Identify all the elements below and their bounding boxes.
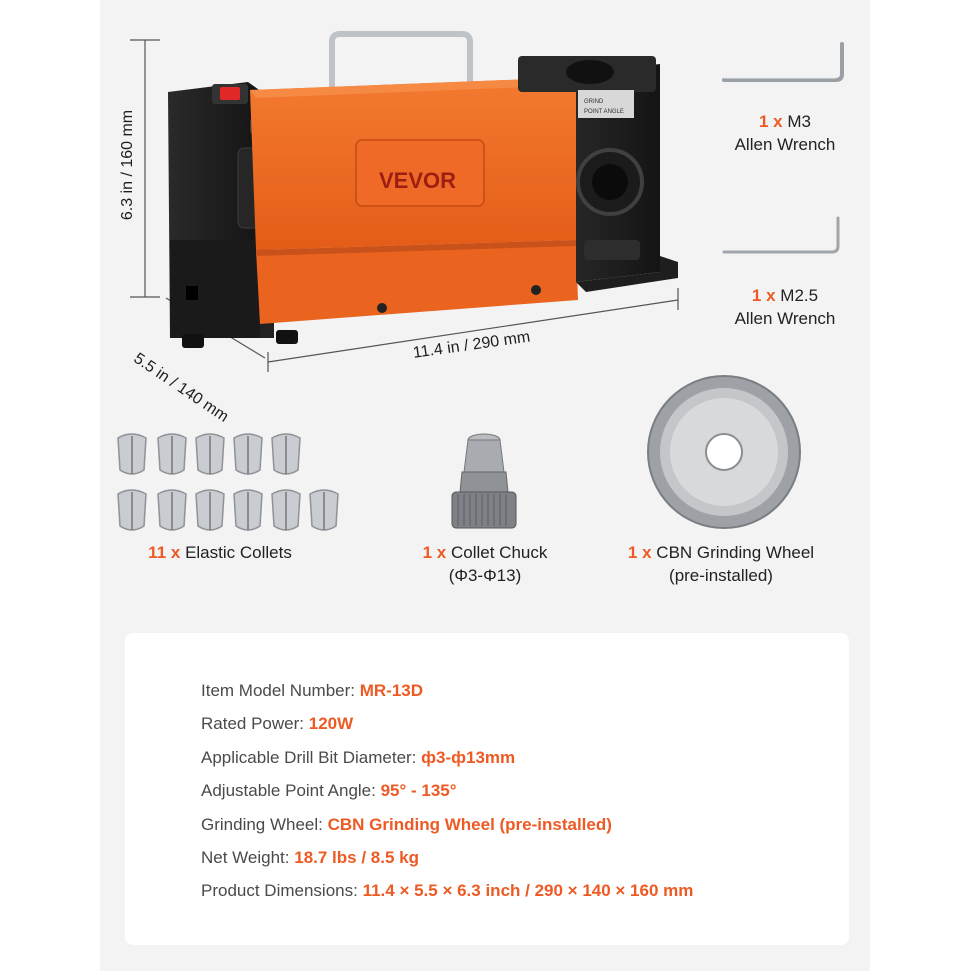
spec-row: Adjustable Point Angle: 95° - 135° [201, 781, 457, 800]
collet-chuck-icon [444, 432, 524, 542]
grinding-wheel-label: 1 x CBN Grinding Wheel (pre-installed) [627, 543, 815, 585]
m25-wrench-label: 1 x M2.5 Allen Wrench [734, 286, 836, 328]
collet-chuck-label: 1 x Collet Chuck (Φ3-Φ13) [422, 543, 548, 585]
collets-label: 11 x Elastic Collets [148, 543, 292, 562]
m3-wrench-label: 1 x M3 Allen Wrench [734, 112, 836, 154]
carry-handle [332, 34, 470, 88]
spec-row: Item Model Number: MR-13D [201, 681, 424, 700]
product-sheet [100, 0, 870, 971]
spec-row: Net Weight: 18.7 lbs / 8.5 kg [201, 848, 419, 867]
depth-dimension-label: 5.5 in / 140 mm [130, 350, 232, 426]
width-dimension-label: 11.4 in / 290 mm [412, 328, 532, 362]
specifications-card [125, 633, 849, 945]
spec-row: Rated Power: 120W [201, 714, 354, 733]
point-angle-label: POINT ANGLE [584, 109, 624, 115]
height-dimension-label: 6.3 in / 160 mm [119, 109, 136, 221]
allen-wrench-icon [722, 40, 850, 90]
spec-row: Applicable Drill Bit Diameter: ф3-ф13mm [201, 748, 516, 767]
vevor-logo: VEVOR [379, 168, 457, 193]
grinding-wheel-icon [644, 372, 804, 532]
spec-row: Product Dimensions: 11.4 × 5.5 × 6.3 inch / 290 × 140 × 160 mm [201, 881, 694, 900]
allen-wrench-icon [722, 212, 850, 260]
power-switch [220, 87, 240, 100]
collet-icon [114, 430, 344, 540]
grind-label: GRIND [584, 99, 604, 105]
spec-row: Grinding Wheel: CBN Grinding Wheel (pre-installed) [201, 815, 612, 834]
